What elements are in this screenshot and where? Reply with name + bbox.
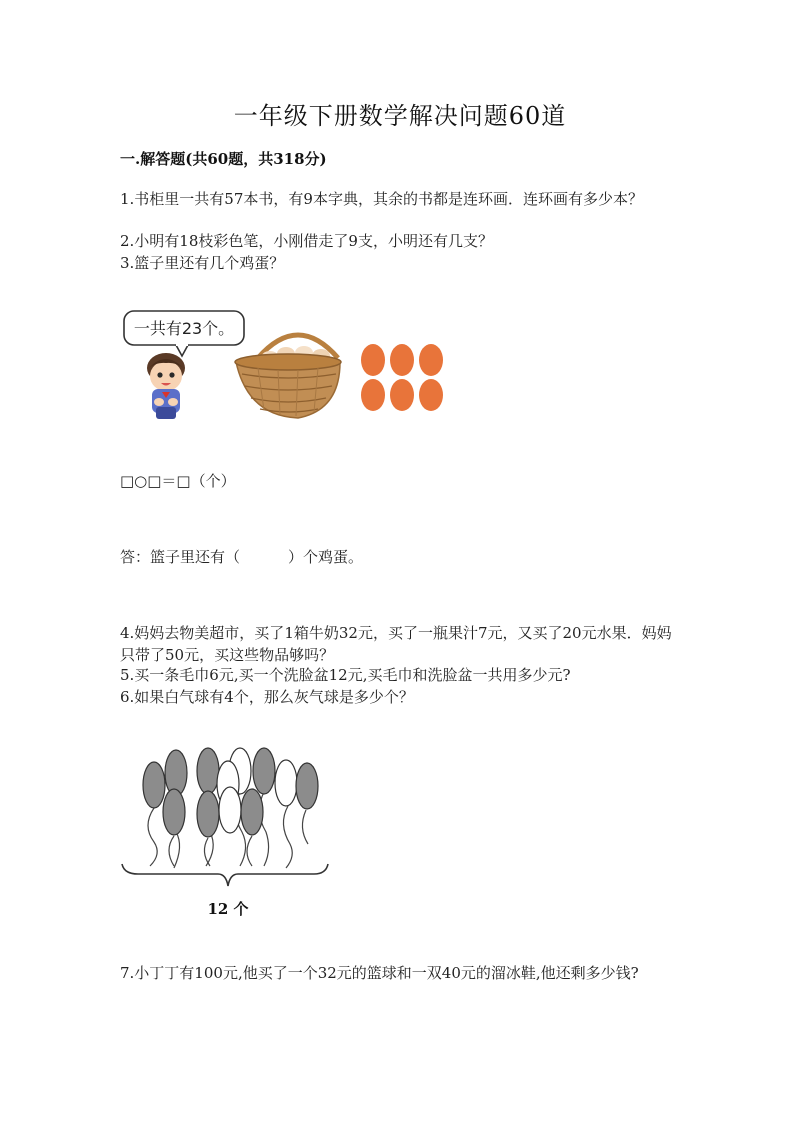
page-title: 一年级下册数学解决问题60道 (233, 102, 567, 130)
q3-formula: □○□＝□（个） (120, 472, 236, 490)
egg-basket (235, 335, 341, 418)
question-2: 2.小明有18枝彩色笔，小刚借走了9支，小明还有几支？ (120, 232, 493, 250)
boy-illustration (147, 353, 185, 419)
answer-prefix: 答：篮子里还有（ (120, 548, 241, 566)
eggs-figure (118, 306, 448, 430)
egg (390, 344, 414, 376)
speech-bubble (124, 311, 244, 356)
gray-balloon (163, 789, 185, 835)
white-balloon (219, 787, 241, 833)
total-brace (122, 864, 328, 886)
question-1: 1.书柜里一共有57本书，有9本字典，其余的书都是连环画．连环画有多少本？ (120, 190, 643, 208)
balloons-figure (118, 740, 333, 920)
question-5: 5.买一条毛巾6元,买一个洗脸盆12元,买毛巾和洗脸盆一共用多少元? (120, 666, 571, 684)
white-balloon (275, 760, 297, 806)
total-label: 12 个 (207, 900, 249, 918)
gray-balloon (241, 789, 263, 835)
question-3: 3.篮子里还有几个鸡蛋？ (120, 254, 285, 272)
egg (361, 379, 385, 411)
eggs-group (361, 344, 443, 411)
egg (361, 344, 385, 376)
gray-balloon (197, 791, 219, 837)
gray-balloon (143, 762, 165, 808)
q3-answer (120, 546, 363, 567)
balloons (143, 748, 318, 837)
gray-balloon (197, 748, 219, 794)
question-4: 4.妈妈去物美超市，买了1箱牛奶32元，买了一瓶果汁7元，又买了20元水果．妈妈只带了50元，买这些物品够吗？ (120, 624, 672, 664)
question-7: 7.小丁丁有100元,他买了一个32元的篮球和一双40元的溜冰鞋,他还剩多少钱? (120, 964, 639, 982)
egg (419, 379, 443, 411)
gray-balloon (296, 763, 318, 809)
answer-suffix: ）个鸡蛋。 (288, 548, 364, 566)
question-6: 6.如果白气球有4个，那么灰气球是多少个？ (120, 688, 414, 706)
section-heading: 一.解答题(共60题，共318分) (120, 150, 327, 168)
egg (419, 344, 443, 376)
egg (390, 379, 414, 411)
speech-bubble-text: 一共有23个。 (133, 319, 235, 338)
gray-balloon (253, 748, 275, 794)
